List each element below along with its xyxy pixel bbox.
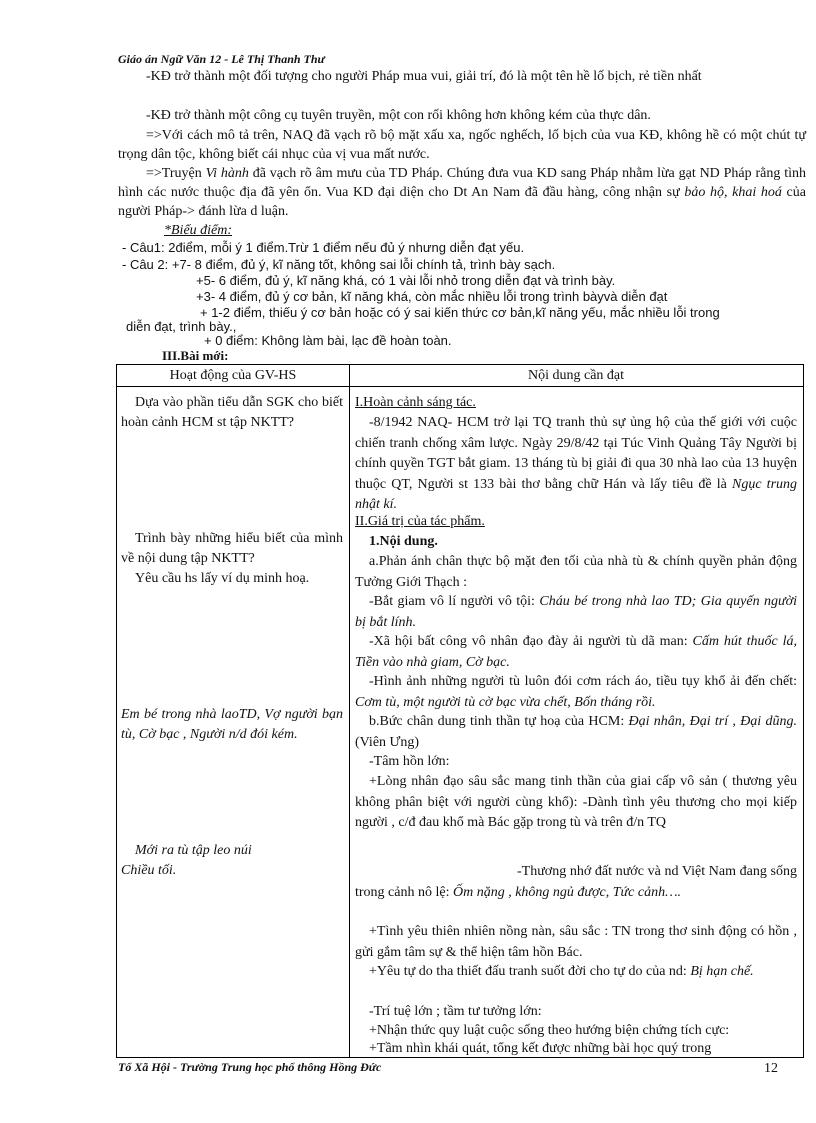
right-paragraph-13: +Nhận thức quy luật cuộc sống theo hướng biện chứng tích cực: bbox=[369, 1023, 730, 1038]
grading-line-1: - Câu1: 2điểm, mỗi ý 1 điểm.Trừ 1 điểm nếu đủ ý nhưng diễn đạt yếu. bbox=[122, 240, 525, 255]
section-title: III.Bài mới: bbox=[162, 348, 229, 363]
page-footer: Tổ Xã Hội - Trường Trung học phổ thông Hồng Đức bbox=[118, 1060, 382, 1074]
right-heading-1: I.Hoàn cảnh sáng tác. bbox=[355, 395, 476, 410]
right-paragraph-6: b.Bức chân dung tinh thần tự hoạ của HCM: Đại nhân, Đại trí , Đại dũng.(Viên Ưng) bbox=[355, 714, 797, 750]
right-paragraph-4: -Xã hội bất công vô nhân đạo đày ải người tù dã man: Cấm hút thuốc lá, Tiền vào nhà giam, Cờ bạc. bbox=[355, 634, 797, 670]
page-number: 12 bbox=[764, 1061, 778, 1076]
left-poem-1: Mới ra tù tập leo núi bbox=[135, 843, 252, 858]
right-paragraph-12: -Trí tuệ lớn ; tầm tư tưởng lớn: bbox=[369, 1004, 542, 1019]
right-paragraph-8: +Lòng nhân đạo sâu sắc mang tinh thần của giai cấp vô sản ( thương yêu không phân biệt với người cùng khổ): -Dành tình yêu thương cho mọi kiếp người , c/đ đau khổ mà Bác gặp trong tù và trên đ/n TQ bbox=[355, 774, 797, 830]
left-question-1: Dựa vào phần tiểu dẫn SGK cho biết hoàn cảnh HCM st tập NKTT? bbox=[121, 395, 343, 430]
right-paragraph-10: +Tình yêu thiên nhiên nồng nàn, sâu sắc : TN trong thơ sinh động có hồn , gửi gắm tâm sự & thể hiện tâm hồn Bác. bbox=[355, 924, 797, 960]
left-examples: Em bé trong nhà laoTD, Vợ người bạn tù, Cờ bạc , Người n/d đói kém. bbox=[121, 707, 343, 742]
right-heading-2: II.Giá trị của tác phẩm. bbox=[355, 514, 485, 529]
right-paragraph-7: -Tâm hồn lớn: bbox=[369, 754, 450, 769]
grading-line-6: + 0 điểm: Không làm bài, lạc đề hoàn toàn. bbox=[204, 333, 452, 348]
grading-line-2: - Câu 2: +7- 8 điểm, đủ ý, kĩ năng tốt, không sai lỗi chính tả, trình bày sạch. bbox=[122, 257, 556, 272]
page-header: Giáo án Ngữ Văn 12 - Lê Thị Thanh Thư bbox=[118, 52, 325, 66]
right-paragraph-1: -8/1942 NAQ- HCM trở lại TQ tranh thủ sự ủng hộ của thế giới với cuộc chiến tranh chống xâm lược. Ngày 29/8/42 tại Túc Vinh Quảng Tây Người bị chính quyền TGT bắt giam. 13 tháng tù bị giải đi qua 30 nhà lao của 13 huyện thuộc QT, Người st 133 bài thơ bằng chữ Hán và lấy tiêu đề là Ngục trung nhật kí. bbox=[355, 415, 798, 512]
right-paragraph-2: a.Phản ánh chân thực bộ mặt đen tối của nhà tù & chính quyền phản động Tưởng Giới Thạch : bbox=[355, 554, 797, 590]
right-heading-3: 1.Nội dung. bbox=[369, 534, 438, 549]
table-header-activities: Hoạt động của GV-HS bbox=[117, 365, 349, 387]
grading-line-5b: diễn đạt, trình bày., bbox=[126, 319, 237, 334]
grading-title: *Biểu điểm: bbox=[164, 223, 233, 238]
intro-paragraph-3: =>Với cách mô tả trên, NAQ đã vạch rõ bộ mặt xấu xa, ngốc nghếch, lố bịch của vua KĐ, không hề có một chút tự trọng dân tộc, không biết cái nhục của vị vua mất nước. bbox=[118, 128, 806, 162]
right-paragraph-9: -Thương nhớ đất nước và nd Việt Nam đang sống trong cảnh nô lệ: Ốm nặng , không ngủ được, Tức cảnh…. bbox=[355, 864, 797, 900]
left-question-2: Trình bày những hiểu biết của mình về nội dung tập NKTT? bbox=[121, 531, 343, 566]
grading-line-3: +5- 6 điểm, đủ ý, kĩ năng khá, có 1 vài lỗi nhỏ trong diễn đạt và trình bày. bbox=[196, 273, 616, 288]
right-paragraph-3: -Bắt giam vô lí người vô tội: Cháu bé trong nhà lao TD; Gia quyến người bị bắt lính. bbox=[355, 594, 797, 630]
lesson-table bbox=[116, 364, 804, 1058]
left-poem-2: Chiều tối. bbox=[121, 863, 177, 878]
intro-paragraph-2: -KĐ trở thành một công cụ tuyên truyền, một con rối không hơn không kém của thực dân. bbox=[146, 108, 651, 123]
intro-paragraph-1: -KĐ trở thành một đối tượng cho người Pháp mua vui, giải trí, đó là một tên hề lố bịch, rẻ tiền nhất bbox=[146, 69, 702, 84]
intro-paragraph-4: =>Truyện Vi hành đã vạch rõ âm mưu của TD Pháp. Chúng đưa vua KD sang Pháp nhằm lừa gạt ND Pháp rằng tình hình các nước thuộc địa đã yên ổn. Vua KD đại diện cho Dt An Nam đã đầu hàng, công nhận sự bảo hộ, khai hoá của người Pháp-> đánh lừa d luận. bbox=[118, 166, 807, 219]
right-paragraph-14: +Tầm nhìn khái quát, tổng kết được những bài học quý trong bbox=[369, 1041, 712, 1056]
table-header-content: Nội dung cần đạt bbox=[349, 365, 803, 387]
right-paragraph-11: +Yêu tự do tha thiết đấu tranh suốt đời cho tự do của nd: Bị hạn chế. bbox=[369, 964, 754, 979]
grading-line-4: +3- 4 điểm, đủ ý cơ bản, kĩ năng khá, còn mắc nhiều lỗi trong trình bàyvà diễn đạt bbox=[196, 289, 668, 304]
column-divider bbox=[349, 365, 350, 1057]
grading-line-5: + 1-2 điểm, thiếu ý cơ bản hoặc có ý sai kiến thức cơ bản,kĩ năng yếu, mắc nhiều lỗi trong bbox=[200, 305, 720, 320]
right-paragraph-5: -Hình ảnh những người tù luôn đói cơm rách áo, tiều tụy khổ ải đến chết: Cơm tù, một người tù cờ bạc vừa chết, Bốn tháng rồi. bbox=[355, 674, 797, 710]
left-question-3: Yêu cầu hs lấy ví dụ minh hoạ. bbox=[135, 571, 310, 586]
